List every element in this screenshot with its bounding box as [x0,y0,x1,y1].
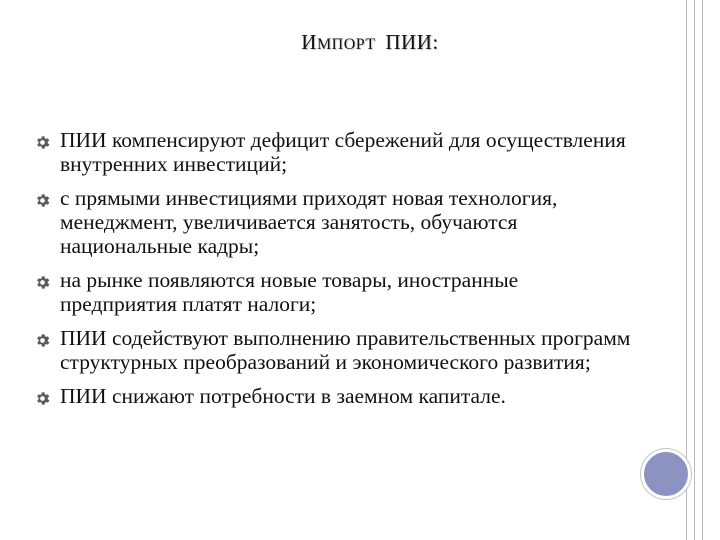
title-first-letter: И [301,30,317,54]
title-rest: МПОРТ [316,36,376,53]
bullet-text: с прямыми инвестициями приходят новая технология, менеджмент, увеличивается занятость, обучаются национальные кадры; [60,186,558,258]
list-item [34,128,634,176]
title-tail: ПИИ: [385,30,439,54]
gear-icon [34,192,51,209]
decorative-rail [694,0,695,540]
bullet-list [34,128,634,418]
bullet-text: ПИИ содействуют выполнению правительственных программ структурных преобразований и экономического развития; [60,326,631,374]
decorative-rail [702,0,703,540]
gear-icon [34,332,51,349]
list-item [34,384,634,408]
slide-title [0,30,720,55]
gear-icon [34,390,51,407]
gear-icon [34,134,51,151]
list-item [34,186,634,258]
bullet-text: ПИИ снижают потребности в заемном капитале. [60,384,506,408]
bullet-text: ПИИ компенсируют дефицит сбережений для осуществления внутренних инвестиций; [60,128,626,176]
decorative-circle [641,449,691,499]
gear-icon [34,274,51,291]
bullet-text: на рынке появляются новые товары, иностранные предприятия платят налоги; [60,268,519,316]
list-item [34,268,634,316]
list-item [34,326,634,374]
